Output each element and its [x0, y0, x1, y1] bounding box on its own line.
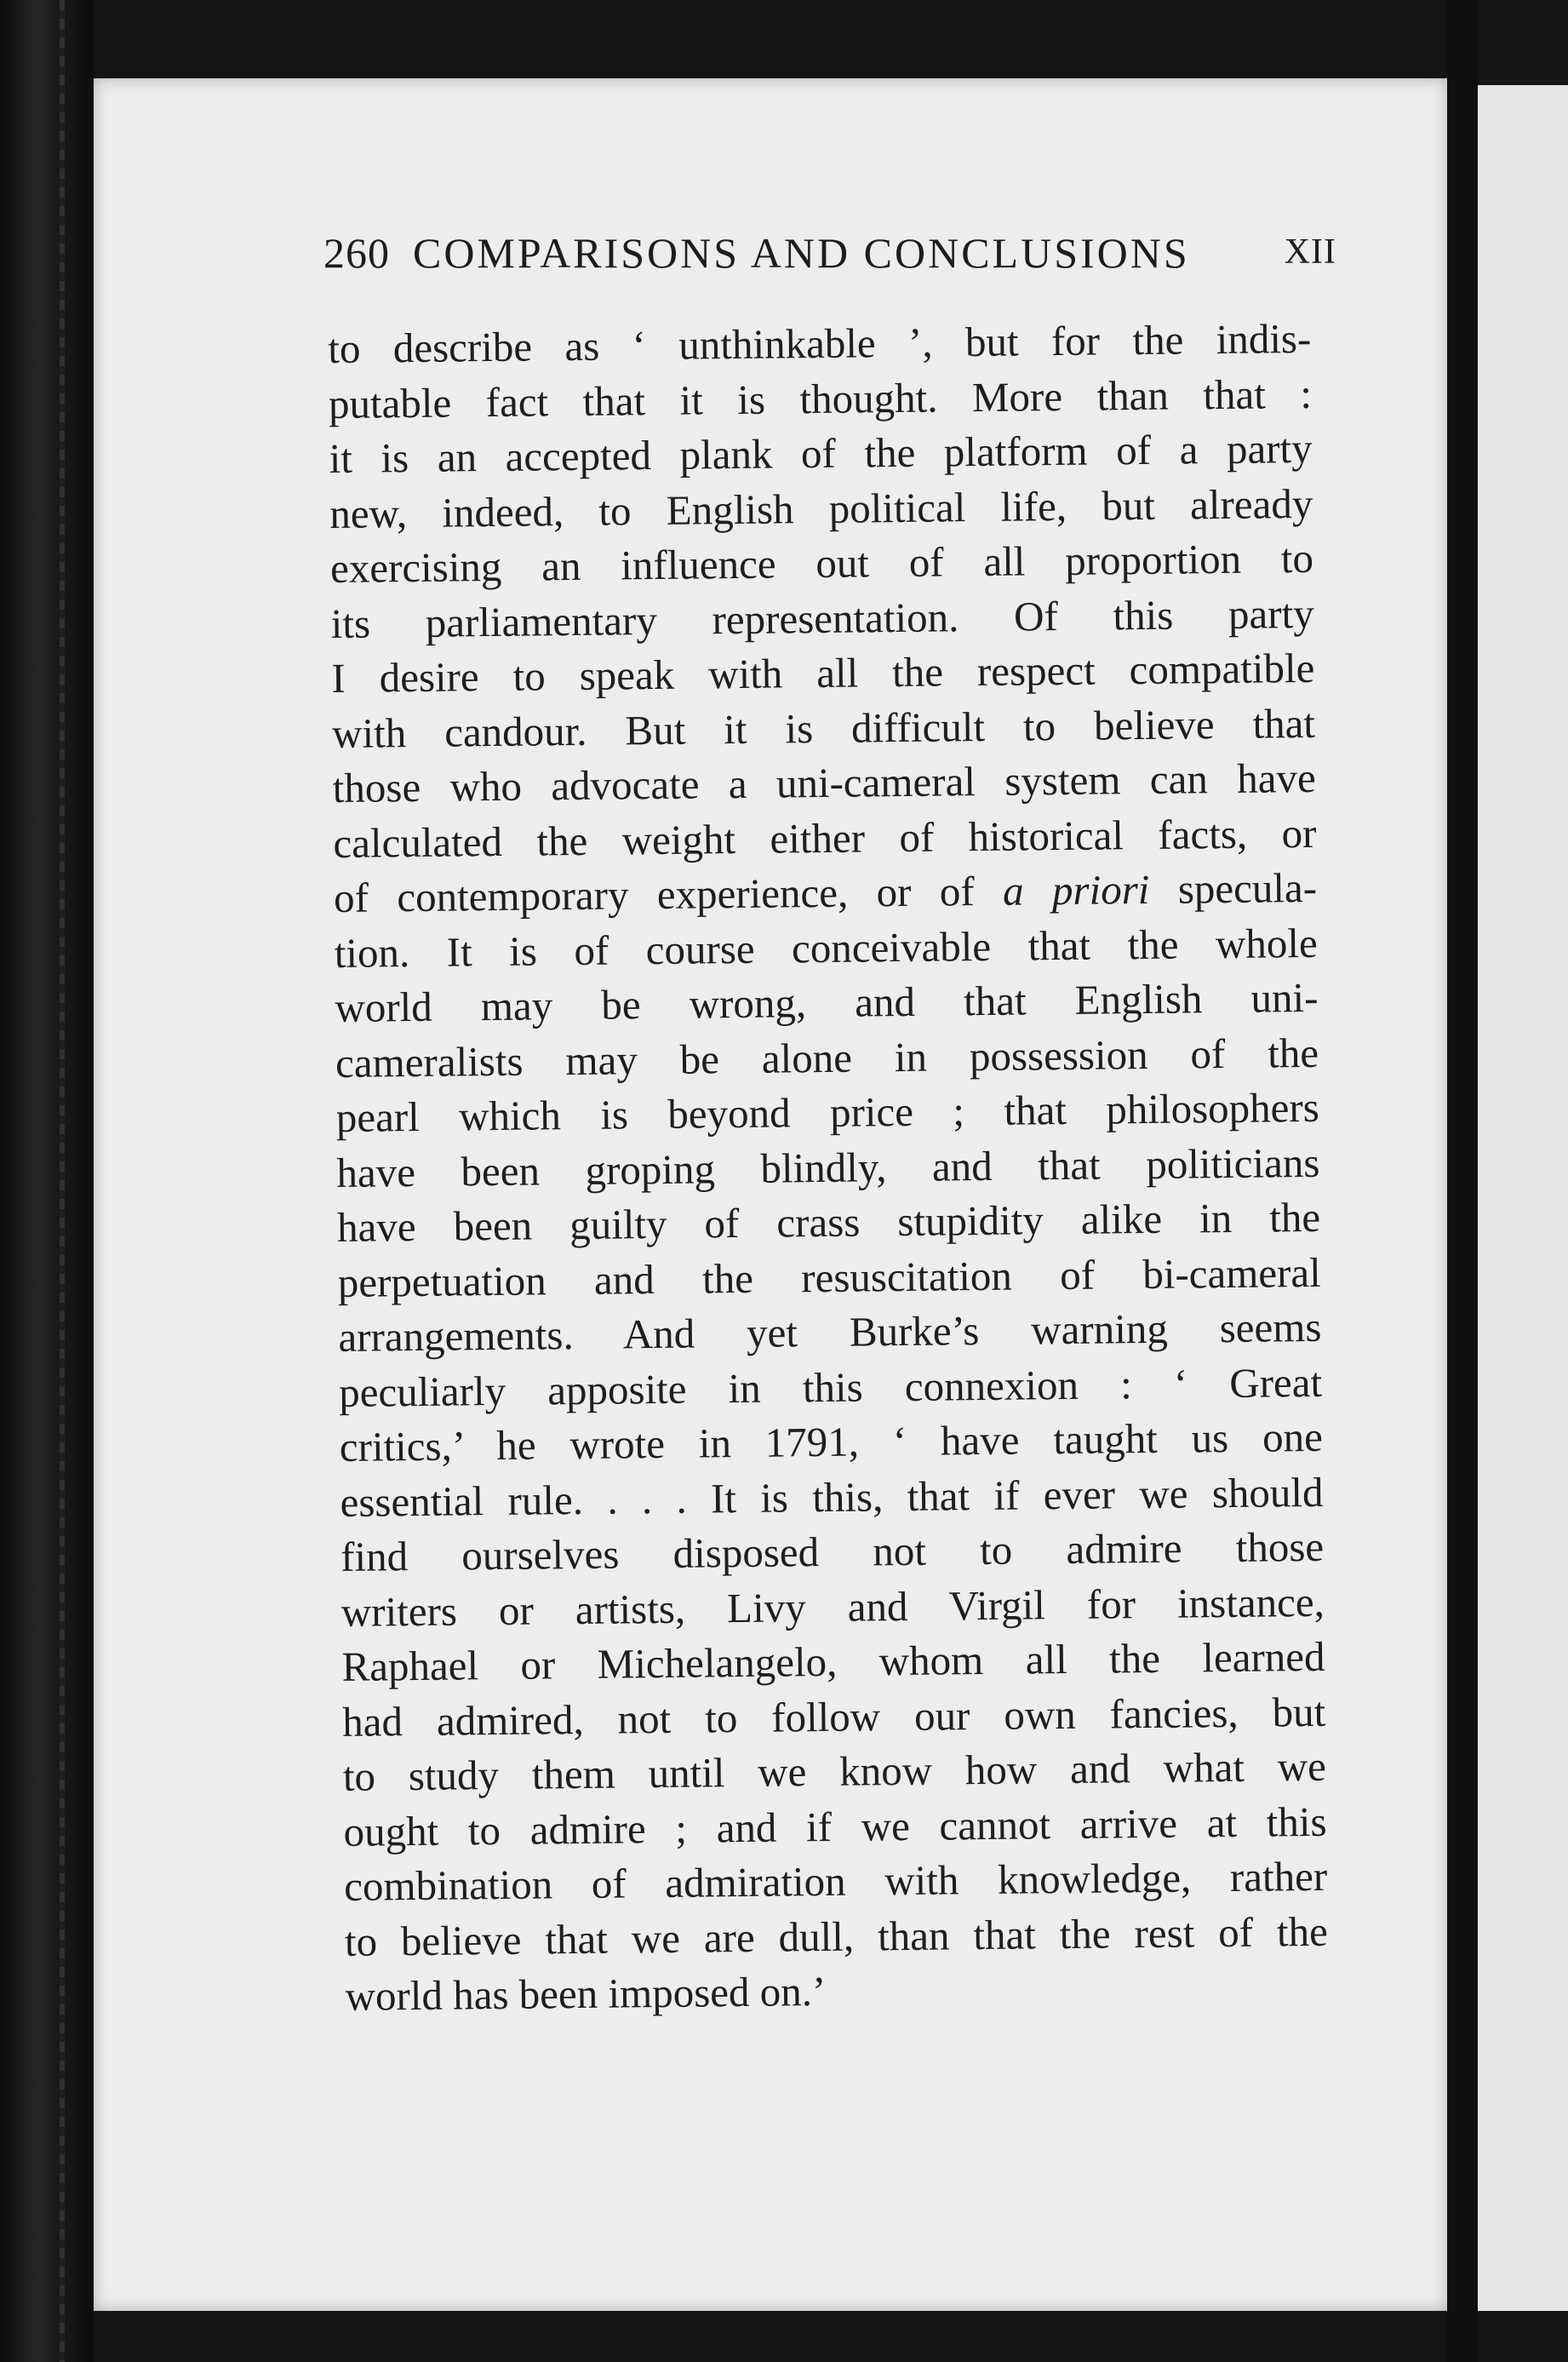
text-line: its parliamentary representation. Of this party: [330, 589, 1314, 647]
italic-phrase: a priori: [1002, 865, 1150, 914]
running-title: COMPARISONS AND CONCLUSIONS: [413, 229, 1190, 277]
text-line: Raphael or Michelangelo, whom all the learned: [341, 1632, 1325, 1690]
book-gutter: [1447, 0, 1478, 2362]
text-line-last: world has been imposed on.’: [345, 1967, 827, 2020]
text-line: writers or artists, Livy and Virgil for instance,: [340, 1578, 1325, 1636]
text-line: calculated the weight either of historical facts, or: [333, 809, 1317, 867]
text-line: with candour. But it is difficult to believe that: [331, 699, 1316, 757]
text-line: tion. It is of course conceivable that the whole: [334, 919, 1318, 977]
left-page-edge: [0, 0, 94, 2362]
text-line: find ourselves disposed not to admire those: [340, 1522, 1325, 1580]
text-line: have been guilty of crass stupidity alike in the: [336, 1193, 1321, 1251]
running-header: [230, 228, 1336, 288]
text-line: those who advocate a uni-cameral system can have: [332, 754, 1316, 811]
text-line: to describe as ‘ unthinkable ’, but for the indis-: [328, 314, 1312, 372]
text-line: peculiarly apposite in this connexion : ‘ Great: [338, 1358, 1323, 1416]
text-line: I desire to speak with all the respect compatible: [331, 644, 1315, 702]
text-line: had admired, not to follow our own fancies, but: [341, 1688, 1326, 1746]
text-line: to believe that we are dull, than that the rest of the: [344, 1907, 1329, 1965]
facing-page-edge: [1478, 85, 1568, 2311]
text-line: pearl which is beyond price ; that philosophers: [335, 1083, 1320, 1141]
text-line: world may be wrong, and that English uni-: [335, 973, 1319, 1031]
text-line-with-italic: [334, 861, 1318, 926]
text-line: to study them until we know how and what we: [342, 1742, 1327, 1800]
chapter-number: XII: [1284, 232, 1336, 272]
text-line: have been groping blindly, and that politicians: [336, 1138, 1320, 1196]
body-text: [328, 312, 1329, 2024]
text-line: arrangements. And yet Burke’s warning seems: [338, 1303, 1322, 1361]
text-line: exercising an influence out of all proportion to: [329, 534, 1314, 592]
text-line: combination of admiration with knowledge, rather: [343, 1852, 1328, 1910]
text-line-start: of contemporary experience, or of: [333, 868, 975, 921]
text-line: ought to admire ; and if we cannot arrive at this: [343, 1797, 1327, 1855]
text-line: essential rule. . . . It is this, that if ever we should: [340, 1468, 1324, 1526]
text-line: it is an accepted plank of the platform of a party: [329, 424, 1313, 482]
text-line: putable fact that it is thought. More than that :: [328, 370, 1313, 427]
page-number: 260: [323, 229, 390, 277]
text-line: critics,’ he wrote in 1791, ‘ have taught us one: [339, 1413, 1324, 1471]
text-line: cameralists may be alone in possession of the: [335, 1029, 1319, 1086]
text-line: new, indeed, to English political life, but already: [329, 479, 1313, 537]
text-line-end: specula-: [1177, 863, 1318, 913]
text-line: perpetuation and the resuscitation of bi-cameral: [337, 1248, 1322, 1306]
